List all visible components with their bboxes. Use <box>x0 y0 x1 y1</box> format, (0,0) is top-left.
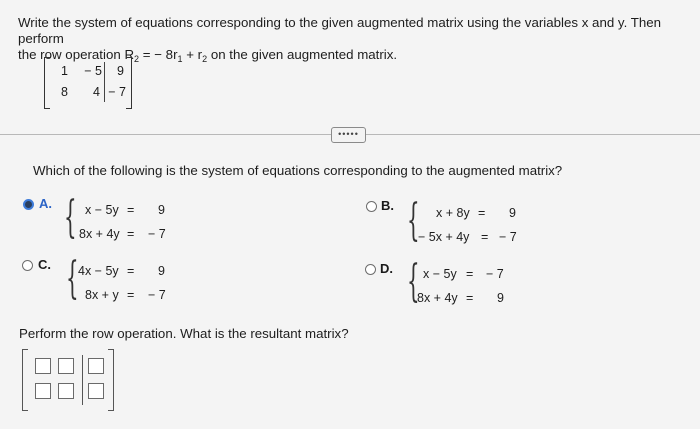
option-b-brace: { <box>407 195 420 246</box>
option-b-eq2-lhs: − 5x + 4y <box>418 230 470 244</box>
matrix-cell-r2c1: 8 <box>61 85 68 99</box>
option-c-eq2-lhs: 8x + y <box>85 288 119 302</box>
answer-matrix-left-bracket <box>22 349 28 411</box>
expand-more-button[interactable]: ••••• <box>331 127 366 143</box>
answer-matrix-right-bracket <box>108 349 114 411</box>
matrix-cell-r1c2: − 5 <box>84 64 102 78</box>
option-d-label[interactable]: D. <box>380 261 393 276</box>
matrix-cell-r2c2: 4 <box>93 85 100 99</box>
option-b-eq2-op: = <box>481 230 489 244</box>
answer-matrix <box>22 349 114 411</box>
option-d-eq2-rhs: 9 <box>497 291 504 305</box>
matrix-cell-r2c3: − 7 <box>108 85 126 99</box>
option-a-radio[interactable] <box>23 199 34 210</box>
option-b-eq2-rhs: − 7 <box>499 230 517 244</box>
answer-input-r2c1[interactable] <box>35 383 51 399</box>
option-b-eq1-lhs: x + 8y <box>436 206 470 220</box>
option-d-brace: { <box>407 256 420 307</box>
option-c-eq1-lhs: 4x − 5y <box>78 264 119 278</box>
option-a-eq1-op: = <box>127 203 135 217</box>
option-a-eq1-lhs: x − 5y <box>85 203 119 217</box>
matrix-cell-r1c1: 1 <box>61 64 68 78</box>
option-c-eq2-rhs: − 7 <box>148 288 166 302</box>
option-c-eq2-op: = <box>127 288 135 302</box>
option-b-radio[interactable] <box>366 201 377 212</box>
option-d-eq2-op: = <box>466 291 474 305</box>
option-c-label[interactable]: C. <box>38 257 51 272</box>
question-line-1: Write the system of equations corresponding to the given augmented matrix using the variables x and y. Then perform <box>18 15 662 46</box>
option-a-eq2-rhs: − 7 <box>148 227 166 241</box>
matrix-cell-r1c3: 9 <box>117 64 124 78</box>
answer-input-r2c3[interactable] <box>88 383 104 399</box>
option-a-eq1-rhs: 9 <box>158 203 165 217</box>
sub-question-text: Which of the following is the system of equations corresponding to the augmented matrix? <box>33 163 563 178</box>
option-c-eq1-op: = <box>127 264 135 278</box>
option-b-eq1-rhs: 9 <box>509 206 516 220</box>
option-d-eq1-rhs: − 7 <box>486 267 504 281</box>
option-b-eq1-op: = <box>478 206 486 220</box>
option-d-eq1-lhs: x − 5y <box>423 267 457 281</box>
option-a-label[interactable]: A. <box>39 196 52 211</box>
option-d-eq1-op: = <box>466 267 474 281</box>
option-d-eq2-lhs: 8x + 4y <box>417 291 458 305</box>
answer-input-r2c2[interactable] <box>58 383 74 399</box>
option-a-eq2-lhs: 8x + 4y <box>79 227 120 241</box>
option-d-radio[interactable] <box>365 264 376 275</box>
answer-matrix-augment-line <box>82 355 83 405</box>
option-c-eq1-rhs: 9 <box>158 264 165 278</box>
option-c-radio[interactable] <box>22 260 33 271</box>
answer-input-r1c1[interactable] <box>35 358 51 374</box>
given-augmented-matrix <box>44 57 132 109</box>
answer-input-r1c3[interactable] <box>88 358 104 374</box>
option-c-brace: { <box>66 253 79 304</box>
question-line-2: the row operation $R_2$ = − $8r_1 + r_2$ on the given augmented matrix. <box>18 47 398 64</box>
matrix-right-bracket <box>126 57 132 109</box>
question-text <box>18 15 698 63</box>
option-b-label[interactable]: B. <box>381 198 394 213</box>
answer-input-r1c2[interactable] <box>58 358 74 374</box>
perform-row-operation-prompt: Perform the row operation. What is the resultant matrix? <box>19 326 349 341</box>
option-a-brace: { <box>64 192 77 243</box>
option-a-eq2-op: = <box>127 227 135 241</box>
